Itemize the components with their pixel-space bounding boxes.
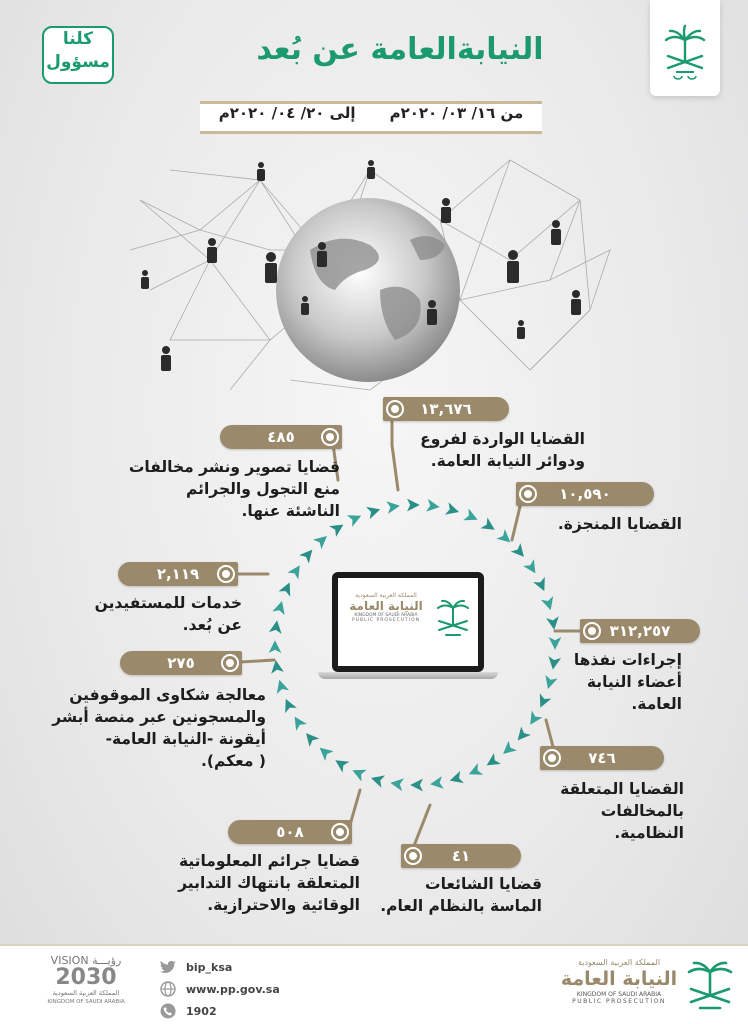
website-row[interactable] <box>160 978 320 1000</box>
kolna-line2: مسؤول <box>46 52 110 72</box>
website-url: www.pp.gov.sa <box>186 982 280 996</box>
date-from: من ١٦/ ٠٣/ ٢٠٢٠م <box>389 104 524 122</box>
palm-swords-icon <box>434 594 472 642</box>
stat-value: ١٣,٦٧٦ <box>420 400 472 418</box>
stat-label-regulatory: القضايا المتعلقة بالمخالفات النظامية. <box>560 780 684 842</box>
footer-ksa-en: KINGDOM OF SAUDI ARABIA <box>576 991 662 998</box>
screen-ksa-en: KINGDOM OF SAUDI ARABIA <box>354 613 418 618</box>
globe-icon <box>160 981 176 997</box>
stat-label-completed: القضايا المنجزة. <box>557 515 682 533</box>
stat-value: ٣١٢,٢٥٧ <box>609 622 671 640</box>
contact-list <box>160 956 320 1022</box>
stat-value: ٢٧٥ <box>167 654 195 672</box>
vision-ar: رؤيـــة <box>92 954 122 967</box>
footer-ksa-ar: المملكة العربية السعودية <box>577 958 661 967</box>
stat-tag-filming <box>220 425 342 449</box>
stat-label-rumors: قضايا الشائعات الماسة بالنظام العام. <box>380 875 542 915</box>
stat-tag-completed <box>516 482 654 506</box>
phone-number: 1902 <box>186 1004 217 1018</box>
stat-value: ٢,١١٩ <box>156 565 200 583</box>
stat-value: ٤١ <box>451 847 471 865</box>
stat-value: ٥٠٨ <box>276 823 304 841</box>
date-to: إلى ٢٠/ ٠٤/ ٢٠٢٠م <box>218 104 356 122</box>
stat-label-procedures: إجراءات نفذها أعضاء النيابة العامة. <box>573 651 682 713</box>
twitter-row[interactable] <box>160 956 320 978</box>
twitter-icon <box>160 960 176 974</box>
laptop-illustration <box>318 572 498 692</box>
stat-tag-regulatory <box>540 746 664 770</box>
stat-tag-received <box>383 397 509 421</box>
vision-sub-ar: المملكة العربية السعودية <box>52 989 120 997</box>
vision-en: VISION <box>50 954 89 967</box>
stat-value: ١٠,٥٩٠ <box>559 485 611 503</box>
phone-row[interactable] <box>160 1000 320 1022</box>
vision-year: 2030 <box>55 965 117 990</box>
stat-tag-info-crimes <box>228 820 352 844</box>
stat-tag-services <box>118 562 238 586</box>
screen-pp-en: PUBLIC PROSECUTION <box>351 618 420 623</box>
footer-pp-ar: النيابة العامة <box>560 968 678 990</box>
palm-swords-icon <box>684 956 736 1016</box>
phone-icon <box>160 1003 176 1019</box>
stat-tag-complaints <box>120 651 242 675</box>
footer-pp-en: PUBLIC PROSECUTION <box>572 998 666 1005</box>
screen-ksa-ar: المملكة العربية السعودية <box>355 592 417 599</box>
stat-label-received: القضايا الواردة لفروع ودوائر النيابة العامة. <box>420 430 585 470</box>
stat-value: ٧٤٦ <box>588 749 616 767</box>
stat-tag-procedures <box>580 619 700 643</box>
kolna-line1: كلنا <box>62 29 94 49</box>
vision-sub-en: KINGDOM OF SAUDI ARABIA <box>47 999 125 1005</box>
page-title: النيابةالعامة عن بُعد <box>256 32 544 67</box>
stat-value: ٤٨٥ <box>267 428 295 446</box>
vision-2030-logo <box>38 954 134 1020</box>
stat-label-info-crimes: قضايا جرائم المعلوماتية المتعلقة بانتهاك التدابير الوقائية والاحترازية. <box>178 852 360 914</box>
stat-label-filming: قضايا تصوير ونشر مخالفات منع التجول والجرائم الناشئة عنها. <box>128 458 340 520</box>
stat-tag-rumors <box>401 844 521 868</box>
screen-pp-ar: النيابة العامة <box>349 599 423 613</box>
laptop-screen <box>338 578 478 666</box>
footer-prosecution-logo <box>560 952 742 1018</box>
stat-label-services: خدمات للمستفيدين عن بُعد. <box>94 594 242 634</box>
twitter-handle: bip_ksa <box>186 960 233 974</box>
stat-label-complaints: معالجة شكاوى الموقوفين والمسجونين عبر منصة أبشر أيقونة -النيابة العامة- ( معكم). <box>52 686 266 770</box>
